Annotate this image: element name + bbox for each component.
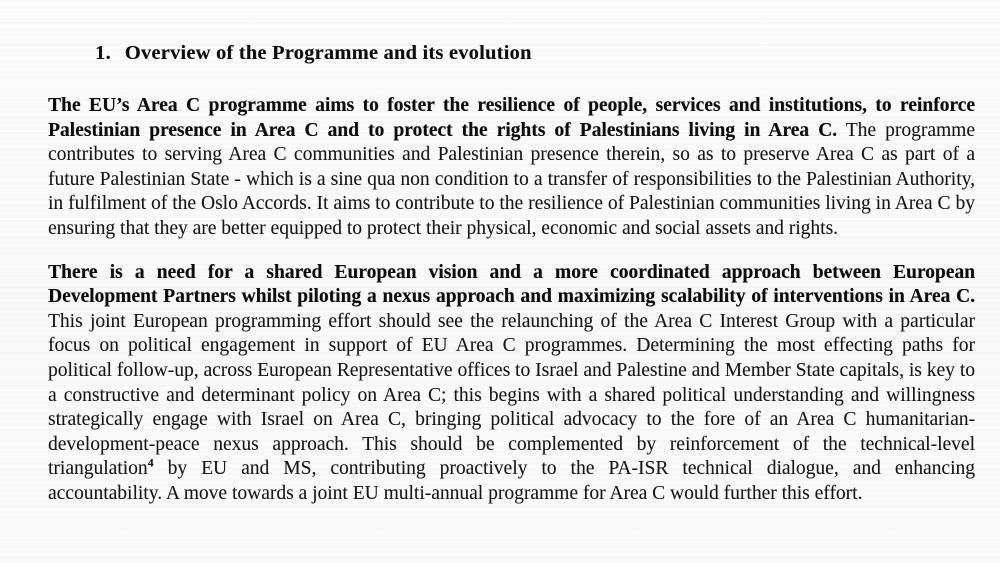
- paragraph-european-vision-body-before-footnote: This joint European programming effort should see the relaunching of the Area C Interest Group with a particular focus on political engagement in support of EU Area C programmes. Determining the most effecting paths for political follow-up, across European Representative offices to Israel and Palestine and Member State capitals, is key to a constructive and determinant policy on Area C; this begins with a shared political understanding and willingness strategically engage with Israel on Area C, bringing political advocacy to the fore of an Area C humanitarian-development-peace nexus approach. This should be complemented by reinforcement of the technical-level triangulation: [48, 310, 975, 480]
- paragraph-european-vision-body-after-footnote: by EU and MS, contributing proactively to the PA-ISR technical dialogue, and enhancing accountability. A move towards a joint EU multi-annual programme for Area C would further this effort.: [48, 458, 975, 504]
- paragraph-overview-bold-lead: The EU’s Area C programme aims to foster the resilience of people, services and institutions, to reinforce Palestinian presence in Area C and to protect the rights of Palestinians living in Area C.: [48, 95, 975, 141]
- paragraph-european-vision: [48, 261, 975, 507]
- section-heading: [95, 40, 974, 66]
- footnote-reference-4: 4: [147, 455, 154, 470]
- paragraph-european-vision-bold-lead: There is a need for a shared European vision and a more coordinated approach between European Development Partners whilst piloting a nexus approach and maximizing scalability of interventions in Area C.: [48, 261, 975, 308]
- paragraph-overview: [48, 94, 975, 242]
- section-title: Overview of the Programme and its evolution: [124, 42, 532, 64]
- paragraph-overview-body: The programme contributes to serving Area C communities and Palestinian presence therein, so as to preserve Area C as part of a future Palestinian State - which is a sine qua non condition to a transfer of responsibilities to the Palestinian Authority, in fulfilment of the Oslo Accords. It aims to contribute to the resilience of Palestinian communities living in Area C by ensuring that they are better equipped to protect their physical, economic and social assets and rights.: [48, 119, 975, 239]
- section-number: 1.: [95, 42, 111, 64]
